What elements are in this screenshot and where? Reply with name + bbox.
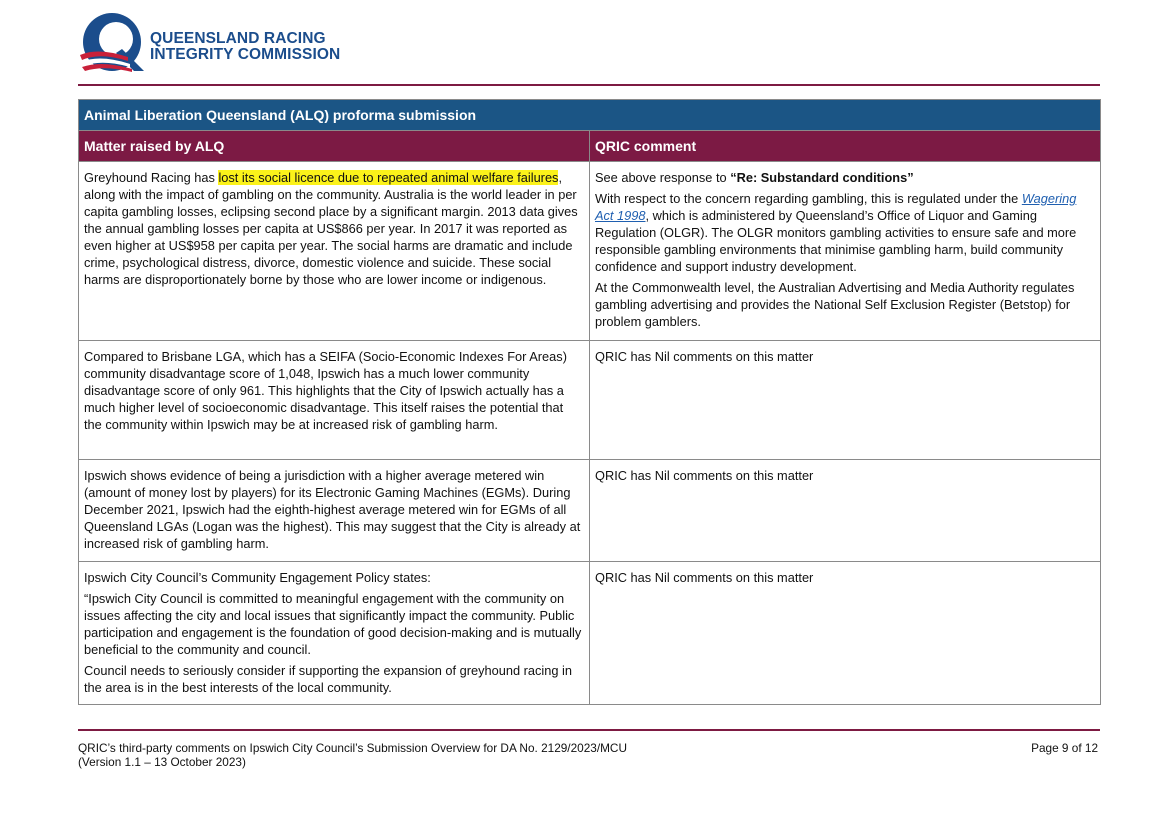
comment-text: With respect to the concern regarding gambling, this is regulated under the: [595, 191, 1022, 206]
table-row: [79, 341, 1101, 460]
submission-table: [78, 99, 1101, 705]
wagering-act-link[interactable]: Wagering Act 1998: [595, 191, 1077, 223]
comment-cell: QRIC has Nil comments on this matter: [590, 460, 1101, 562]
footer-document-info: [78, 741, 627, 769]
comment-paragraph: [595, 169, 1095, 186]
comment-text: , which is administered by Queensland’s Office of Liquor and Gaming Regulation (OLGR). The OLGR monitors gambling activities to ensure safe and more responsible gambling environments that minimise gambling harm, build community confidence and support industry development.: [595, 208, 1077, 274]
table-title: Animal Liberation Queensland (ALQ) proforma submission: [79, 100, 1101, 131]
table-header-row: [79, 131, 1101, 162]
matter-text: , along with the impact of gambling on the community. Australia is the world leader in per capita gambling losses, eclipsing second place by a significant margin. 2013 data gives the annual gambling losses per capita at US$866 per year. In 2017 it was reported as even higher at US$958 per capita per year. The social harms are dramatic and include crime, psychological distress, divorce, domestic violence and suicide. These social harms are disproportionately borne by those who are lower income or indigenous.: [84, 170, 578, 287]
highlighted-text: lost its social licence due to repeated animal welfare failures: [218, 170, 559, 185]
footer-divider: [78, 729, 1100, 731]
comment-paragraph: At the Commonwealth level, the Australian Advertising and Media Authority regulates gambling advertising and provides the National Self Exclusion Register (Betstop) for problem gamblers.: [595, 280, 1075, 329]
column-header-matter: Matter raised by ALQ: [79, 131, 590, 162]
response-reference: “Re: Substandard conditions”: [730, 170, 914, 185]
comment-cell: QRIC has Nil comments on this matter: [590, 562, 1101, 705]
footer-title: QRIC’s third-party comments on Ipswich City Council’s Submission Overview for DA No. 2129/2023/MCU: [78, 741, 627, 755]
matter-cell: [79, 162, 590, 341]
logo-line-1: QUEENSLAND RACING: [150, 30, 326, 47]
comment-cell: QRIC has Nil comments on this matter: [590, 341, 1101, 460]
table-title-row: [79, 100, 1101, 131]
comment-cell: [590, 162, 1101, 341]
comment-paragraph: [595, 190, 1095, 275]
header-divider: [78, 84, 1100, 86]
matter-text: Greyhound Racing has: [84, 170, 219, 185]
page-number: Page 9 of 12: [1031, 741, 1098, 755]
matter-quote: “Ipswich City Council is committed to meaningful engagement with the community on issues affecting the city and local issues that significantly impact the community. Public participation and engagement is the foundation of good decision-making and is mutually beneficial to the community and council.: [84, 591, 582, 657]
matter-paragraph: Council needs to seriously consider if supporting the expansion of greyhound racing in the area is in the best interests of the local community.: [84, 663, 573, 695]
table-row: [79, 162, 1101, 341]
comment-text: See above response to: [595, 170, 731, 185]
matter-paragraph: Ipswich City Council’s Community Engagement Policy states:: [84, 570, 431, 585]
footer-version: (Version 1.1 – 13 October 2023): [78, 755, 246, 769]
matter-cell: Compared to Brisbane LGA, which has a SEIFA (Socio-Economic Indexes For Areas) community disadvantage score of 1,048, Ipswich has a much lower community disadvantage score of only 961. This highlights that the City of Ipswich actually has a much higher level of socioeconomic disadvantage. This itself raises the potential that the community within Ipswich may be at increased risk of gambling harm.: [79, 341, 590, 460]
column-header-comment: QRIC comment: [590, 131, 1101, 162]
table-row: [79, 562, 1101, 705]
matter-cell: Ipswich shows evidence of being a jurisdiction with a higher average metered win (amount of money lost by players) for its Electronic Gaming Machines (EGMs). During December 2021, Ipswich had the eighth-highest average metered win for EGMs of all Queensland LGAs (Logan was the highest). This may suggest that the City is already at increased risk of gambling harm.: [79, 460, 590, 562]
logo-text: [150, 31, 340, 63]
logo-line-2: INTEGRITY COMMISSION: [150, 46, 341, 63]
matter-cell: [79, 562, 590, 705]
table-row: [79, 460, 1101, 562]
